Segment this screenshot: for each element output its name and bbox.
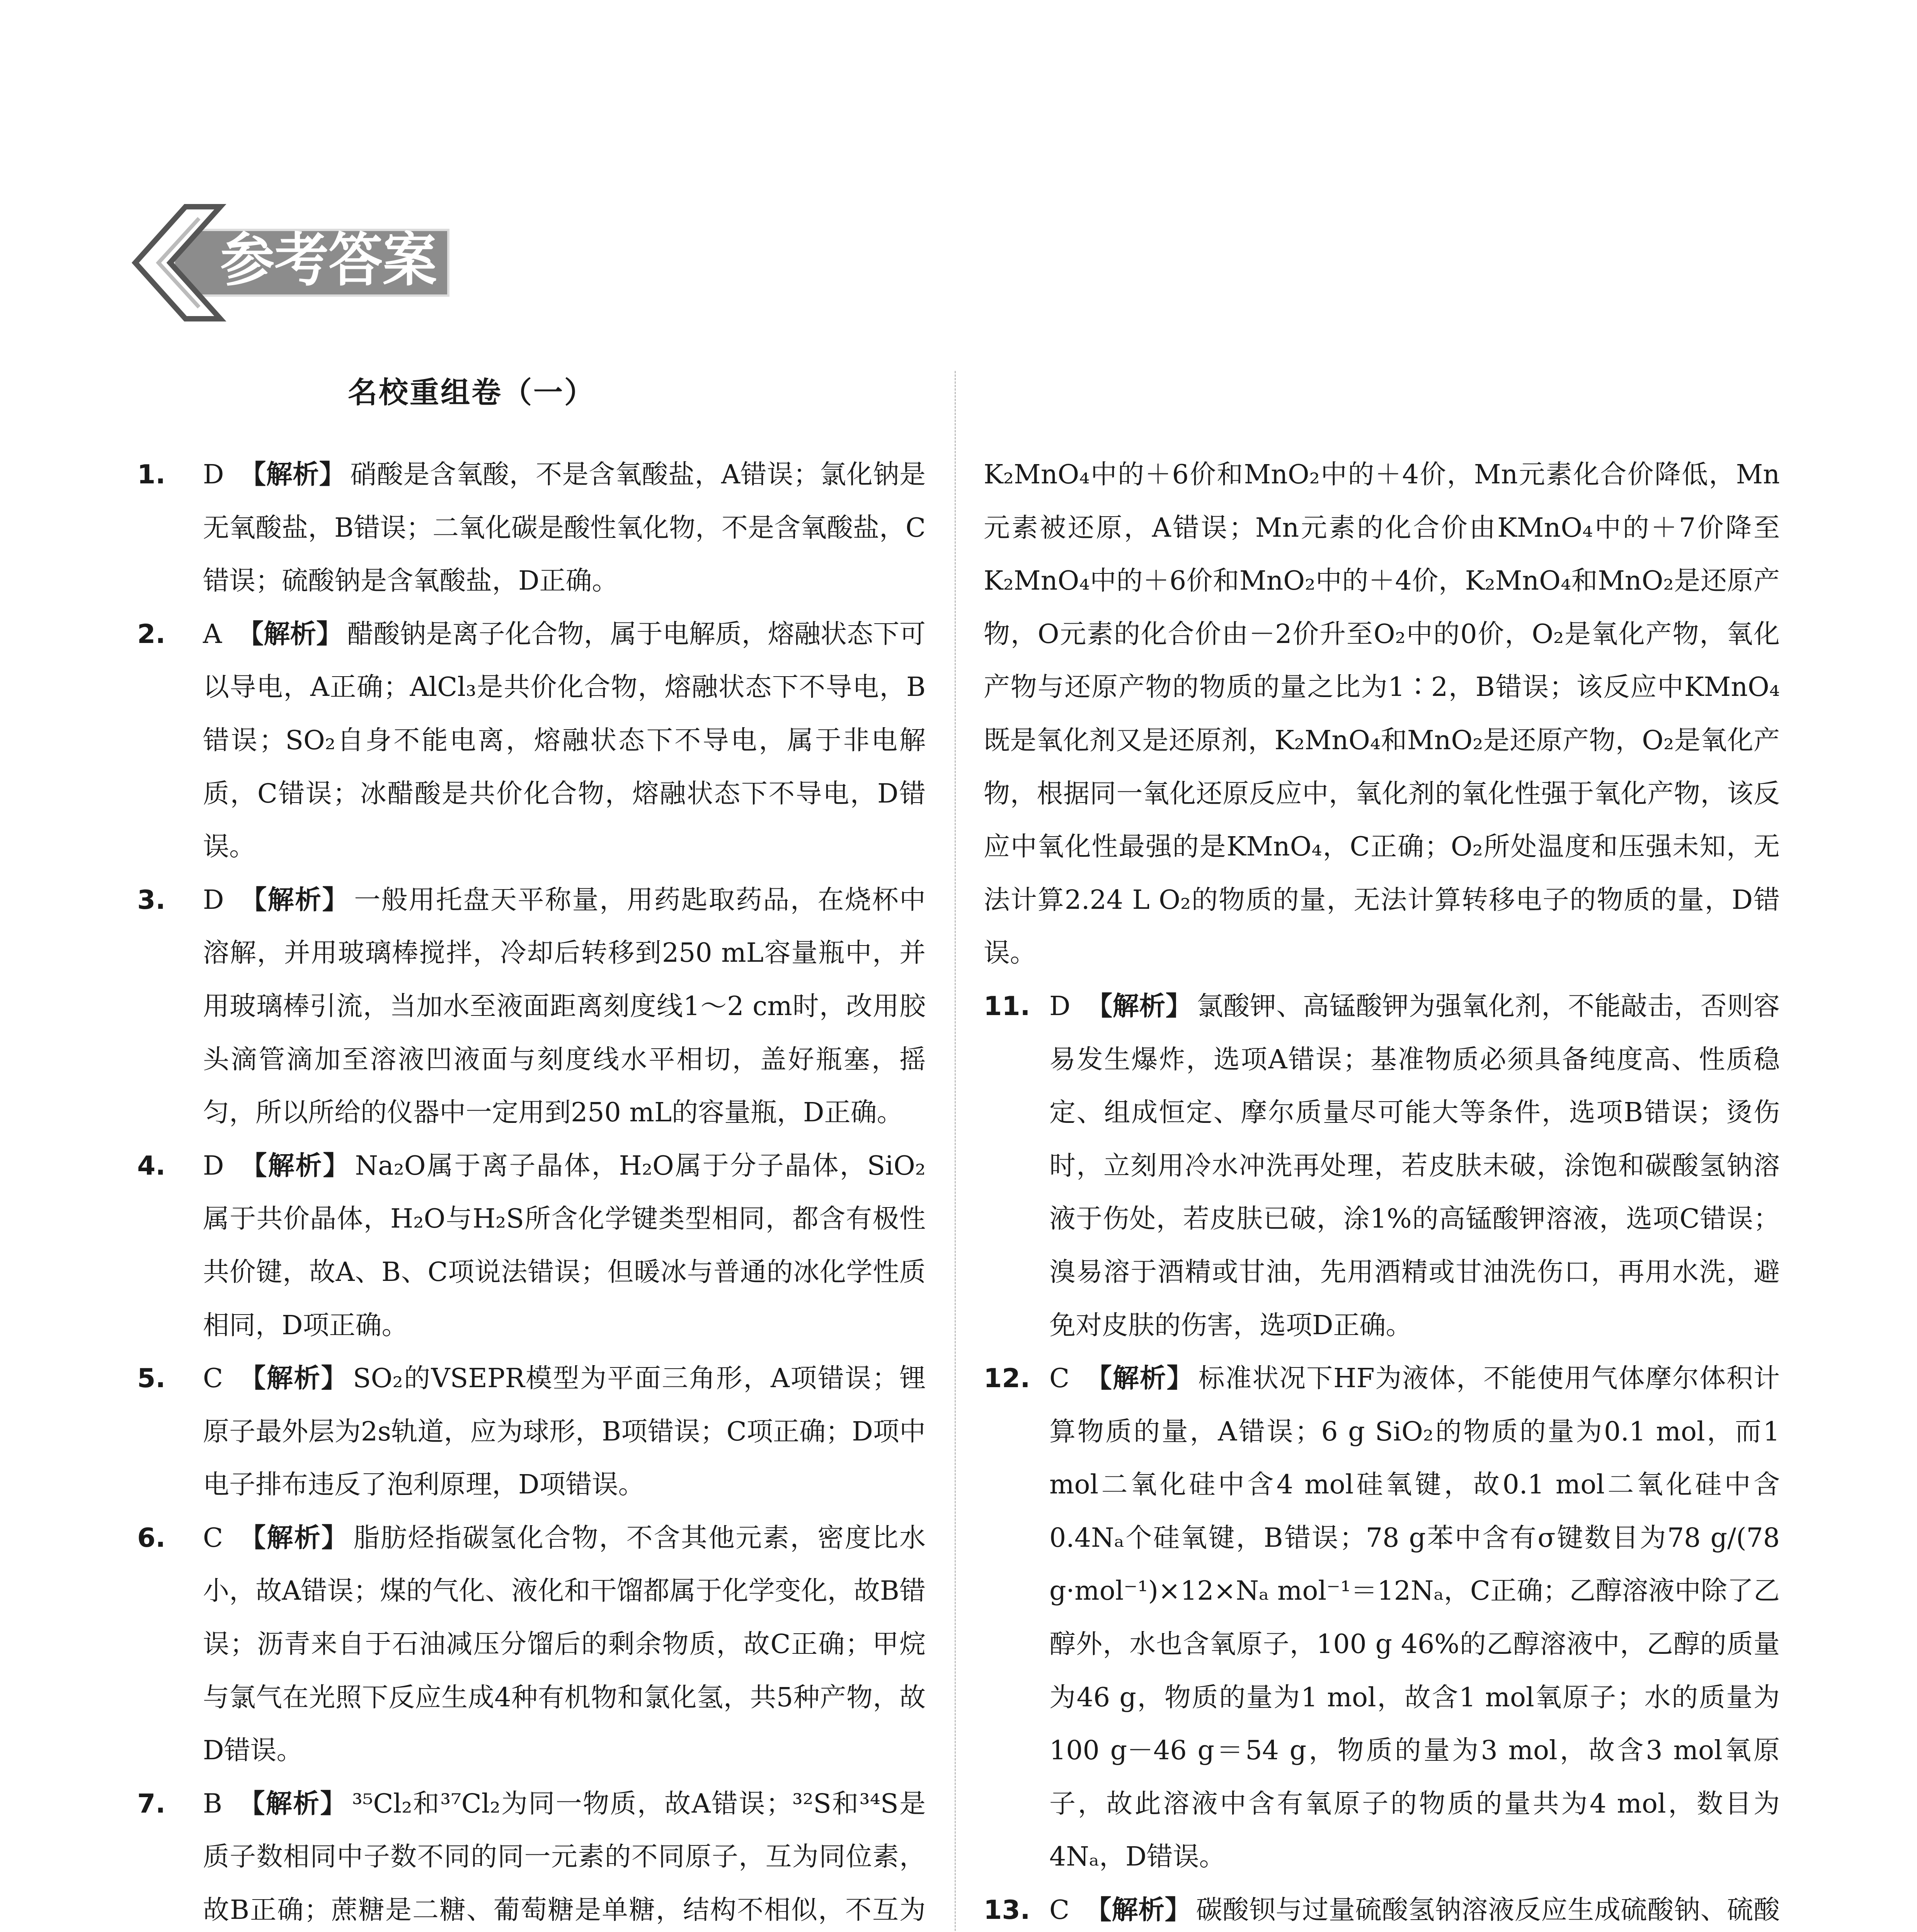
question-number: 11. bbox=[984, 991, 1030, 1022]
answer-key-logo bbox=[128, 191, 460, 327]
answer-choice: B bbox=[203, 1788, 222, 1819]
answer-choice: D bbox=[203, 459, 224, 490]
question-number: 7. bbox=[137, 1788, 166, 1819]
question-number: 12. bbox=[984, 1363, 1030, 1394]
analysis-tag: 【解析】 bbox=[239, 459, 346, 490]
question-number: 4. bbox=[137, 1150, 166, 1181]
question-number: 5. bbox=[137, 1363, 166, 1394]
answer-item bbox=[984, 980, 1780, 1352]
analysis-text: SO₂的VSEPR模型为平面三角形，A项错误；锂原子最外层为2s轨道，应为球形，B项错误；C项正确；D项中电子排布违反了泡利原理，D项错误。 bbox=[203, 1363, 926, 1500]
analysis-tag: 【解析】 bbox=[1086, 991, 1192, 1022]
analysis-tag: 【解析】 bbox=[239, 884, 350, 915]
answer-item bbox=[137, 608, 926, 874]
answer-item bbox=[137, 874, 926, 1139]
answer-item bbox=[137, 1512, 926, 1777]
svg-text:参考答案: 参考答案 bbox=[220, 227, 437, 294]
question-number: 3. bbox=[137, 884, 166, 915]
answer-choice: D bbox=[1049, 991, 1071, 1022]
analysis-text: Na₂O属于离子晶体，H₂O属于分子晶体，SiO₂属于共价晶体，H₂O与H₂S所含化学键类型相同，都含有极性共价键，故A、B、C项说法错误；但暖冰与普通的冰化学性质相同，D项正确。 bbox=[203, 1150, 926, 1341]
analysis-tag: 【解析】 bbox=[238, 1363, 349, 1394]
analysis-text: 氯酸钾、高锰酸钾为强氧化剂，不能敲击，否则容易发生爆炸，选项A错误；基准物质必须具备纯度高、性质稳定、组成恒定、摩尔质量尽可能大等条件，选项B错误；烫伤时，立刻用冷水冲洗再处理，若皮肤未破，涂饱和碳酸氢钠溶液于伤处，若皮肤已破，涂1%的高锰酸钾溶液，选项C错误；溴易溶于酒精或甘油，先用酒精或甘油洗伤口，再用水洗，避免对皮肤的伤害，选项D正确。 bbox=[1049, 991, 1780, 1341]
answer-item bbox=[984, 1352, 1780, 1884]
analysis-text: 醋酸钠是离子化合物，属于电解质，熔融状态下可以导电，A正确；AlCl₃是共价化合物，熔融状态下不导电，B错误；SO₂自身不能电离，熔融状态下不导电，属于非电解质，C错误；冰醋酸是共价化合物，熔融状态下不导电，D错误。 bbox=[203, 619, 926, 862]
answer-choice: D bbox=[203, 1150, 224, 1181]
answer-choice: C bbox=[1049, 1363, 1070, 1394]
answers-column-left bbox=[137, 448, 926, 1932]
analysis-text: 一般用托盘天平称量，用药匙取药品，在烧杯中溶解，并用玻璃棒搅拌，冷却后转移到250 mL容量瓶中，并用玻璃棒引流，当加水至液面距离刻度线1～2 cm时，改用胶头滴管滴加至溶液凹液面与刻度线水平相切，盖好瓶塞，摇匀，所以所给的仪器中一定用到250 mL的容量瓶，D正确。 bbox=[203, 884, 926, 1128]
question-number: 1. bbox=[137, 459, 166, 490]
analysis-text: 硝酸是含氧酸，不是含氧酸盐，A错误；氯化钠是无氧酸盐，B错误；二氧化碳是酸性氧化物，不是含氧酸盐，C错误；硫酸钠是含氧酸盐，D正确。 bbox=[203, 459, 926, 597]
analysis-text: 脂肪烃指碳氢化合物，不含其他元素，密度比水小，故A错误；煤的气化、液化和干馏都属于化学变化，故B错误；沥青来自于石油减压分馏后的剩余物质，故C正确；甲烷与氯气在光照下反应生成4种有机物和氯化氢，共5种产物，故D错误。 bbox=[203, 1522, 926, 1766]
analysis-tag: 【解析】 bbox=[239, 1150, 351, 1181]
answer-choice: A bbox=[203, 619, 222, 650]
answer-item bbox=[137, 448, 926, 608]
answer-choice: D bbox=[203, 884, 224, 915]
answer-choice: C bbox=[1049, 1895, 1070, 1926]
answer-item bbox=[137, 1777, 926, 1932]
analysis-text: 标准状况下HF为液体，不能使用气体摩尔体积计算物质的量，A错误；6 g SiO₂的物质的量为0.1 mol，而1 mol二氧化硅中含4 mol硅氧键，故0.1 mol二氧化硅中含0.4Nₐ个硅氧键，B错误；78 g苯中含有σ键数目为78 g/(78 g·mol⁻¹)×12×Nₐ mol⁻¹＝12Nₐ，C正确；乙醇溶液中除了乙醇外，水也含氧原子，100 g 46%的乙醇溶液中，乙醇的质量为46 g，物质的量为1 mol，故含1 mol氧原子；水的质量为100 g－46 g＝54 g，物质的量为3 mol，故含3 mol氧原子，故此溶液中含有氧原子的物质的量共为4 mol，数目为4Nₐ，D错误。 bbox=[1049, 1363, 1780, 1872]
answer-choice: C bbox=[203, 1363, 223, 1394]
answers-column-right bbox=[984, 448, 1780, 1932]
analysis-text: K₂MnO₄中的＋6价和MnO₂中的＋4价，Mn元素化合价降低，Mn元素被还原，A错误；Mn元素的化合价由KMnO₄中的＋7价降至K₂MnO₄中的＋6价和MnO₂中的＋4价，K₂MnO₄和MnO₂是还原产物，O元素的化合价由－2价升至O₂中的0价，O₂是氧化产物，氧化产物与还原产物的物质的量之比为1∶2，B错误；该反应中KMnO₄既是氧化剂又是还原剂，K₂MnO₄和MnO₂是还原产物，O₂是氧化产物，根据同一氧化还原反应中，氧化剂的氧化性强于氧化产物，该反应中氧化性最强的是KMnO₄，C正确；O₂所处温度和压强未知，无法计算2.24 L O₂的物质的量，无法计算转移电子的物质的量，D错误。 bbox=[984, 459, 1780, 969]
analysis-text: ³⁵Cl₂和³⁷Cl₂为同一物质，故A错误；³²S和³⁴S是质子数相同中子数不同的同一元素的不同原子，互为同位素，故B正确；蔗糖是二糖、葡萄糖是单糖，结构不相似，不互为 bbox=[203, 1788, 926, 1926]
analysis-text: 碳酸钡与过量硫酸氢钠溶液反应生成硫酸钠、硫酸 bbox=[1196, 1895, 1780, 1926]
question-number: 2. bbox=[137, 619, 166, 650]
analysis-tag: 【解析】 bbox=[238, 1522, 349, 1553]
answer-item bbox=[137, 1352, 926, 1512]
column-divider bbox=[955, 371, 956, 1932]
answer-item bbox=[137, 1139, 926, 1352]
analysis-tag: 【解析】 bbox=[237, 1788, 347, 1819]
question-number: 13. bbox=[984, 1895, 1030, 1926]
answer-item bbox=[984, 1884, 1780, 1932]
section-title: 名校重组卷（一） bbox=[348, 375, 595, 410]
analysis-tag: 【解析】 bbox=[237, 619, 343, 650]
analysis-tag: 【解析】 bbox=[1085, 1895, 1192, 1926]
answer-choice: C bbox=[203, 1522, 223, 1553]
question-number: 6. bbox=[137, 1522, 166, 1553]
answer-item bbox=[984, 448, 1780, 980]
analysis-tag: 【解析】 bbox=[1085, 1363, 1194, 1394]
